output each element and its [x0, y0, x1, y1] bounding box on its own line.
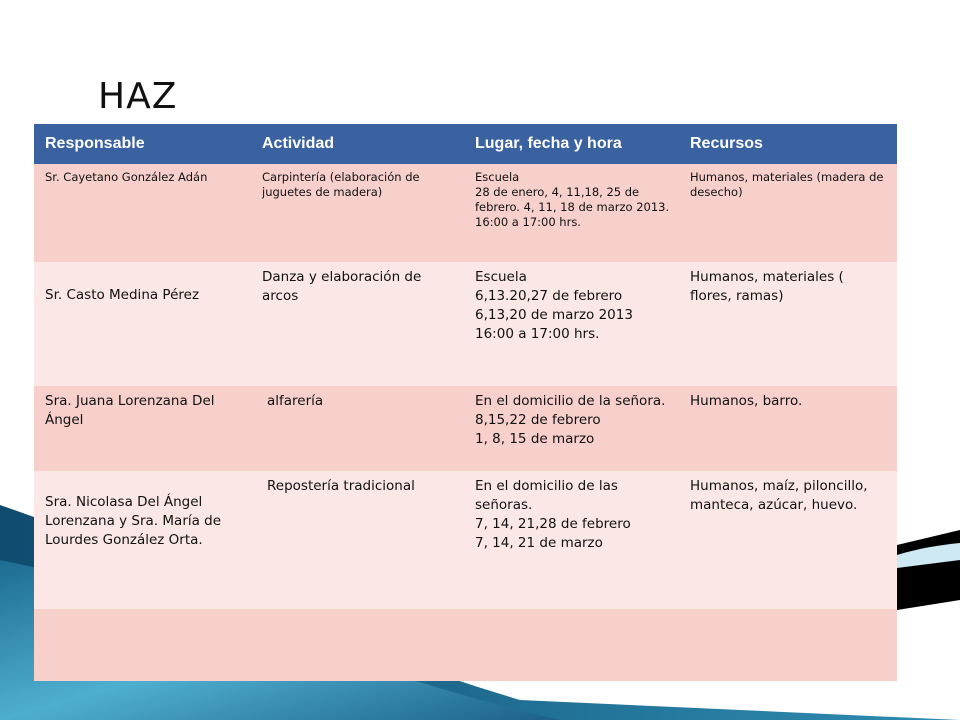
cell-lugar [464, 471, 679, 609]
header-responsable: Responsable [34, 124, 251, 164]
table-row [34, 386, 897, 471]
cell-actividad: Repostería tradicional [251, 471, 464, 609]
cell-recursos: Humanos, materiales ( flores, ramas) [679, 262, 897, 386]
lugar-line: 16:00 a 17:00 hrs. [475, 326, 600, 342]
cell-recursos: Humanos, maíz, piloncillo, manteca, azúcar, huevo. [679, 471, 897, 609]
cell-recursos: Humanos, materiales (madera de desecho) [679, 164, 897, 262]
lugar-line: En el domicilio de las señoras. [475, 478, 618, 513]
cell-responsable: Sra. Nicolasa Del Ángel Lorenzana y Sra. María de Lourdes González Orta. [34, 471, 251, 609]
lugar-line: 28 de enero, 4, 11,18, 25 de febrero. 4, 11, 18 de marzo 2013. [475, 185, 670, 214]
cell-empty [251, 609, 464, 681]
lugar-line: En el domicilio de la señora. [475, 393, 666, 409]
lugar-line: 1, 8, 15 de marzo [475, 431, 595, 447]
lugar-line: 8,15,22 de febrero [475, 412, 601, 428]
cell-lugar [464, 164, 679, 262]
cell-empty [679, 609, 897, 681]
lugar-line: Escuela [475, 269, 527, 285]
cell-responsable: Sr. Casto Medina Pérez [34, 262, 251, 386]
header-actividad: Actividad [251, 124, 464, 164]
table-row [34, 471, 897, 609]
cell-empty [464, 609, 679, 681]
table-header-row [34, 124, 897, 164]
cell-empty [34, 609, 251, 681]
wave-shape-right [897, 530, 960, 610]
lugar-line: 7, 14, 21,28 de febrero [475, 516, 631, 532]
cell-actividad: Carpintería (elaboración de juguetes de madera) [251, 164, 464, 262]
slide-title: HAZ [98, 76, 178, 117]
cell-lugar [464, 262, 679, 386]
cell-actividad: Danza y elaboración de arcos [251, 262, 464, 386]
cell-actividad: alfarería [251, 386, 464, 471]
lugar-line: 6,13.20,27 de febrero [475, 288, 623, 304]
table-row-empty [34, 609, 897, 681]
lugar-line: 16:00 a 17:00 hrs. [475, 215, 581, 229]
cell-responsable: Sra. Juana Lorenzana Del Ángel [34, 386, 251, 471]
cell-responsable: Sr. Cayetano González Adán [34, 164, 251, 262]
table-row [34, 262, 897, 386]
activities-table [34, 124, 897, 681]
cell-lugar [464, 386, 679, 471]
activities-table-container [34, 124, 897, 651]
lugar-line: 6,13,20 de marzo 2013 [475, 307, 633, 323]
table-row [34, 164, 897, 262]
lugar-line: 7, 14, 21 de marzo [475, 535, 603, 551]
header-recursos: Recursos [679, 124, 897, 164]
header-lugar: Lugar, fecha y hora [464, 124, 679, 164]
lugar-line: Escuela [475, 170, 520, 184]
cell-recursos: Humanos, barro. [679, 386, 897, 471]
